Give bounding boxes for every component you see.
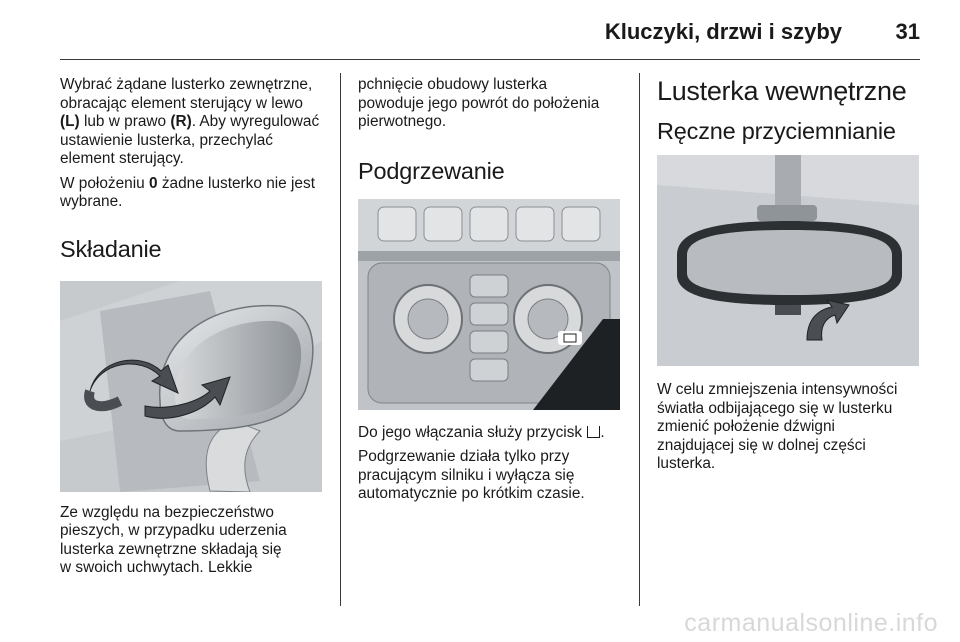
label-right: (R) [170, 113, 192, 130]
heading-skladanie: Składanie [60, 235, 162, 262]
paragraph-heating-info: Podgrzewanie działa tylko przy pracującym silniku i wyłącza się automatycznie po krótkim czasie. [358, 448, 585, 502]
column-divider-2 [639, 73, 640, 606]
inner-mirror-illustration [657, 155, 919, 366]
column-divider-1 [340, 73, 341, 606]
paragraph-mirror-select: Wybrać żądane lusterko zewnętrzne, obracając element sterujący w lewo (L) lub w prawo (R). Aby wyregulować ustawienie lusterka, przechylać element sterujący. [60, 76, 320, 167]
paragraph-heating-button: Do jego włączania służy przycisk . [358, 423, 605, 441]
folding-mirror-illustration [60, 281, 322, 492]
label-left: (L) [60, 113, 80, 130]
paragraph-folding-continued: pchnięcie obudowy lusterka powoduje jego powrót do położenia pierwotnego. [358, 76, 600, 130]
page-number: 31 [895, 19, 920, 44]
page-header [0, 0, 960, 60]
column-2 [358, 76, 628, 510]
watermark: carmanualsonline.info [684, 609, 938, 637]
paragraph-inner-mirror: W celu zmniejszenia intensywności światła odbijającego się w lusterku zmienić położenie dźwigni znajdującej się w dolnej części lusterka. [657, 381, 898, 472]
rear-window-heating-icon [587, 426, 600, 438]
column-3 [657, 76, 927, 480]
heating-controls-illustration [358, 199, 620, 410]
column-1 [60, 76, 328, 584]
paragraph-position-zero: W położeniu 0 żadne lusterko nie jest wybrane. [60, 174, 315, 210]
header-rule [60, 59, 920, 60]
heading-podgrzewanie: Podgrzewanie [358, 157, 505, 184]
heading-lusterka-wewnetrzne: Lusterka wewnętrzne [657, 76, 907, 106]
header-title: Kluczyki, drzwi i szyby [604, 19, 842, 44]
heading-reczne-przyciemnianie: Ręczne przyciemnianie [657, 118, 896, 144]
paragraph-folding: Ze względu na bezpieczeństwo pieszych, w przypadku uderzenia lusterka zewnętrzne składają się w swoich uchwytach. Lekkie [60, 503, 287, 576]
